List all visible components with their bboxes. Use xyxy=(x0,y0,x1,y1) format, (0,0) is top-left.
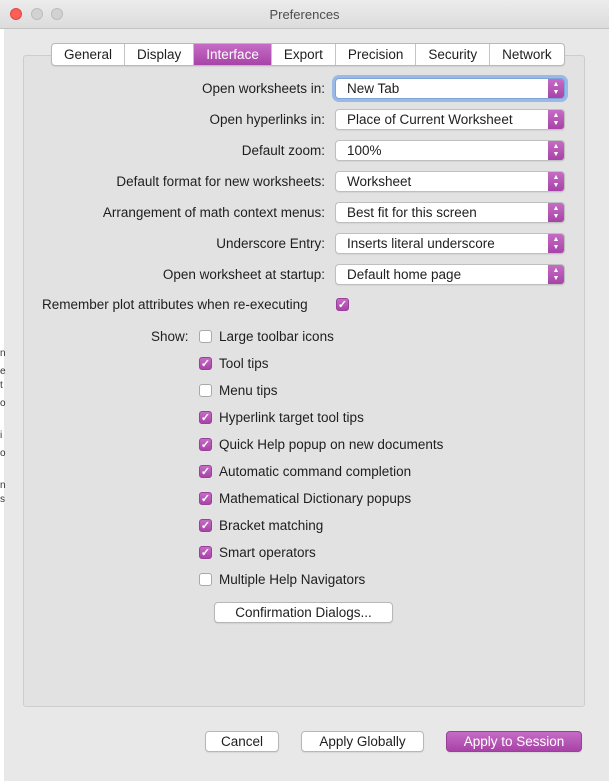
open-hyperlinks-label: Open hyperlinks in: xyxy=(209,112,325,127)
default-format-select[interactable] xyxy=(335,171,565,192)
smart-operators-checkbox[interactable]: ✓ xyxy=(200,547,211,559)
tool-tips-label: Tool tips xyxy=(219,356,269,371)
preferences-tabs xyxy=(51,43,565,66)
automatic-command-completion-checkbox[interactable]: ✓ xyxy=(200,466,211,478)
automatic-command-completion-label: Automatic command completion xyxy=(219,464,412,479)
background-clip-char: i xyxy=(0,430,3,441)
select-arrows-icon: ▲ ▼ xyxy=(548,234,564,253)
open-at-startup-value: Default home page xyxy=(347,267,462,282)
menu-tips-label: Menu tips xyxy=(219,383,278,398)
select-arrows-icon: ▲ ▼ xyxy=(548,79,564,98)
tab-precision[interactable]: Precision xyxy=(336,44,417,65)
default-zoom-value: 100% xyxy=(347,143,382,158)
math-context-menus-value: Best fit for this screen xyxy=(347,205,477,220)
underscore-entry-select[interactable] xyxy=(335,233,565,254)
underscore-entry-value: Inserts literal underscore xyxy=(347,236,495,251)
tab-display[interactable]: Display xyxy=(125,44,194,65)
tool-tips-checkbox[interactable]: ✓ xyxy=(200,358,211,370)
open-worksheets-label: Open worksheets in: xyxy=(201,81,325,96)
apply-globally-button[interactable]: Apply Globally xyxy=(301,731,424,752)
quick-help-popup-label: Quick Help popup on new documents xyxy=(219,437,444,452)
open-worksheets-value: New Tab xyxy=(347,81,400,96)
large-toolbar-icons-label: Large toolbar icons xyxy=(219,329,334,344)
bracket-matching-checkbox[interactable]: ✓ xyxy=(200,520,211,532)
select-arrows-icon: ▲ ▼ xyxy=(548,141,564,160)
cancel-button[interactable]: Cancel xyxy=(205,731,279,752)
window-title: Preferences xyxy=(269,7,340,22)
default-format-label: Default format for new worksheets: xyxy=(116,174,325,189)
tab-network[interactable]: Network xyxy=(502,47,552,62)
open-at-startup-label: Open worksheet at startup: xyxy=(162,267,325,282)
open-hyperlinks-value: Place of Current Worksheet xyxy=(347,112,513,127)
show-label: Show: xyxy=(151,329,189,344)
select-arrows-icon: ▲ ▼ xyxy=(548,172,564,191)
bracket-matching-label: Bracket matching xyxy=(219,518,324,533)
tab-security[interactable]: Security xyxy=(416,44,490,65)
background-clip-char: n xyxy=(0,480,6,491)
math-context-menus-label: Arrangement of math context menus: xyxy=(102,205,325,220)
select-arrows-icon: ▲ ▼ xyxy=(548,265,564,284)
open-hyperlinks-select[interactable] xyxy=(335,109,565,130)
hyperlink-target-tool-tips-label: Hyperlink target tool tips xyxy=(219,410,364,425)
default-zoom-label: Default zoom: xyxy=(241,143,325,158)
mathematical-dictionary-popups-checkbox[interactable]: ✓ xyxy=(200,493,211,505)
large-toolbar-icons-checkbox[interactable] xyxy=(199,330,212,343)
select-arrows-icon: ▲ ▼ xyxy=(548,203,564,222)
open-worksheets-select[interactable] xyxy=(335,78,565,99)
background-clip-char: t xyxy=(0,380,3,391)
tab-export[interactable]: Export xyxy=(272,44,336,65)
smart-operators-label: Smart operators xyxy=(219,545,316,560)
background-clip-char: o xyxy=(0,398,6,409)
remember-plot-label: Remember plot attributes when re-executing xyxy=(42,297,308,312)
title-bar xyxy=(0,0,609,29)
select-arrows-icon: ▲ ▼ xyxy=(548,110,564,129)
menu-tips-checkbox[interactable] xyxy=(199,384,212,397)
remember-plot-checkbox[interactable]: ✓ xyxy=(337,299,348,311)
quick-help-popup-checkbox[interactable]: ✓ xyxy=(200,439,211,451)
tab-interface[interactable]: Interface xyxy=(194,44,272,65)
mathematical-dictionary-popups-label: Mathematical Dictionary popups xyxy=(219,491,412,506)
math-context-menus-select[interactable] xyxy=(335,202,565,223)
multiple-help-navigators-label: Multiple Help Navigators xyxy=(219,572,366,587)
hyperlink-target-tool-tips-checkbox[interactable]: ✓ xyxy=(200,412,211,424)
background-clip-char: o xyxy=(0,448,6,459)
background-clip-char: n xyxy=(0,348,6,359)
confirmation-dialogs-button[interactable]: Confirmation Dialogs... xyxy=(214,602,393,623)
underscore-entry-label: Underscore Entry: xyxy=(216,236,325,251)
background-clip-char: e xyxy=(0,366,6,377)
background-clip-char: s xyxy=(0,494,5,505)
default-zoom-select[interactable] xyxy=(335,140,565,161)
apply-to-session-button[interactable]: Apply to Session xyxy=(446,731,582,752)
default-format-value: Worksheet xyxy=(347,174,412,189)
open-at-startup-select[interactable] xyxy=(335,264,565,285)
tab-general[interactable]: General xyxy=(52,44,125,65)
multiple-help-navigators-checkbox[interactable] xyxy=(199,573,212,586)
